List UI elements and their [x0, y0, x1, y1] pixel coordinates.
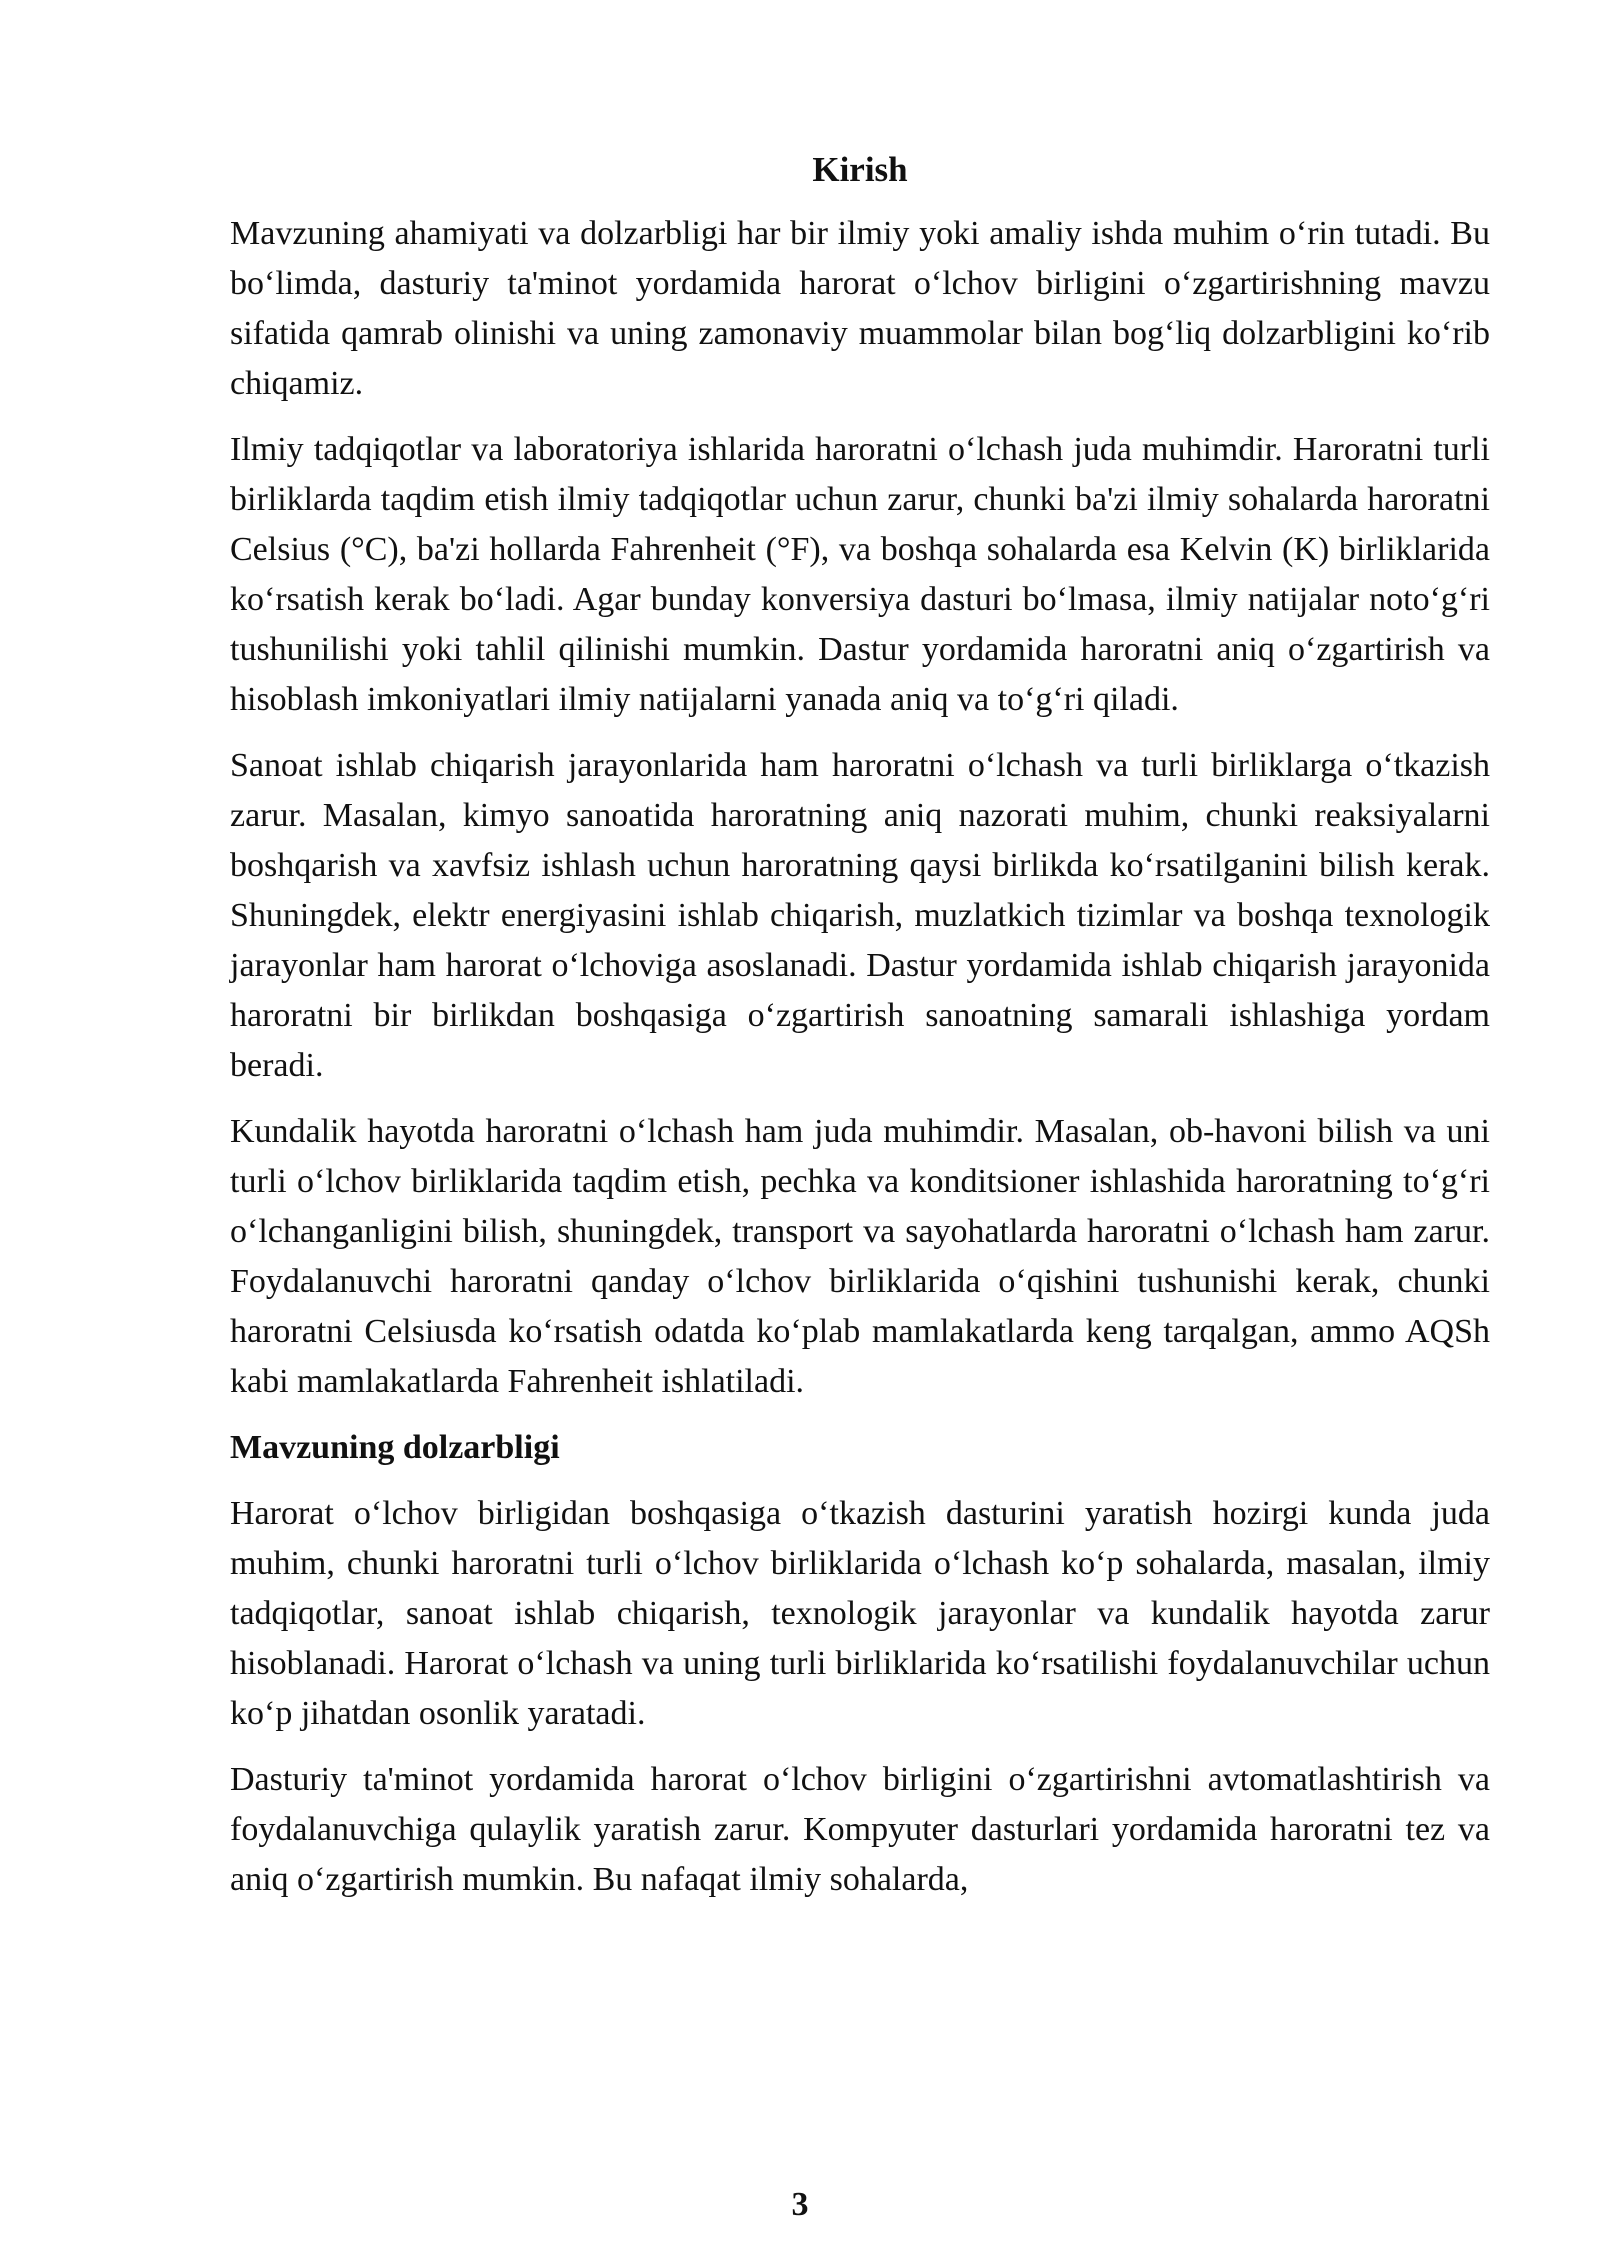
subheading-relevance: Mavzuning dolzarbligi: [230, 1429, 560, 1466]
paragraph-intro-2: Ilmiy tadqiqotlar va laboratoriya ishlarida haroratni oʻlchash juda muhimdir. Haroratni turli birliklarda taqdim etish ilmiy tadqiqotlar uchun zarur, chunki ba'zi ilmiy sohalarda haroratni Celsius (°C), ba'zi hollarda Fahrenheit (°F), va boshqa sohalarda esa Kelvin (K) birliklarida koʻrsatish kerak boʻladi. Agar bunday konversiya dasturi boʻlmasa, ilmiy natijalar notoʻgʻri tushunilishi yoki tahlil qilinishi mumkin. Dastur yordamida haroratni aniq oʻzgartirish va hisoblash imkoniyatlari ilmiy natijalarni yanada aniq va toʻgʻri qiladi.: [230, 431, 1490, 718]
paragraph-intro-1: Mavzuning ahamiyati va dolzarbligi har bir ilmiy yoki amaliy ishda muhim oʻrin tutadi. Bu boʻlimda, dasturiy ta'minot yordamida harorat oʻlchov birligini oʻzgartirishning mavzu sifatida qamrab olinishi va uning zamonaviy muammolar bilan bogʻliq dolzarbligini koʻrib chiqamiz.: [230, 215, 1490, 402]
paragraph-relevance-1: Harorat oʻlchov birligidan boshqasiga oʻtkazish dasturini yaratish hozirgi kunda juda muhim, chunki haroratni turli oʻlchov birliklarida oʻlchash koʻp sohalarda, masalan, ilmiy tadqiqotlar, sanoat ishlab chiqarish, texnologik jarayonlar va kundalik hayotda zarur hisoblanadi. Harorat oʻlchash va uning turli birliklarida koʻrsatilishi foydalanuvchilar uchun koʻp jihatdan osonlik yaratadi.: [230, 1495, 1490, 1732]
section-title: Kirish: [812, 150, 908, 189]
page-content: [230, 145, 1490, 1921]
paragraph-intro-4: Kundalik hayotda haroratni oʻlchash ham juda muhimdir. Masalan, ob-havoni bilish va uni turli oʻlchov birliklarida taqdim etish, pechka va konditsioner ishlashida haroratning toʻgʻri oʻlchanganligini bilish, shuningdek, transport va sayohatlarda haroratni oʻlchash ham zarur. Foydalanuvchi haroratni qanday oʻlchov birliklarida oʻqishini tushunishi kerak, chunki haroratni Celsiusda koʻrsatish odatda koʻplab mamlakatlarda keng tarqalgan, ammo AQSh kabi mamlakatlarda Fahrenheit ishlatiladi.: [230, 1113, 1490, 1400]
page-number: 3: [791, 2186, 809, 2223]
paragraph-relevance-2: Dasturiy ta'minot yordamida harorat oʻlchov birligini oʻzgartirishni avtomatlashtirish va foydalanuvchiga qulaylik yaratish zarur. Kompyuter dasturlari yordamida haroratni tez va aniq oʻzgartirish mumkin. Bu nafaqat ilmiy sohalarda,: [230, 1761, 1490, 1898]
paragraph-intro-3: Sanoat ishlab chiqarish jarayonlarida ham haroratni oʻlchash va turli birliklarga oʻtkazish zarur. Masalan, kimyo sanoatida haroratning aniq nazorati muhim, chunki reaksiyalarni boshqarish va xavfsiz ishlash uchun haroratning qaysi birlikda koʻrsatilganini bilish kerak. Shuningdek, elektr energiyasini ishlab chiqarish, muzlatkich tizimlar va boshqa texnologik jarayonlar ham harorat oʻlchoviga asoslanadi. Dastur yordamida ishlab chiqarish jarayonida haroratni bir birlikdan boshqasiga oʻzgartirish sanoatning samarali ishlashiga yordam beradi.: [230, 747, 1490, 1084]
